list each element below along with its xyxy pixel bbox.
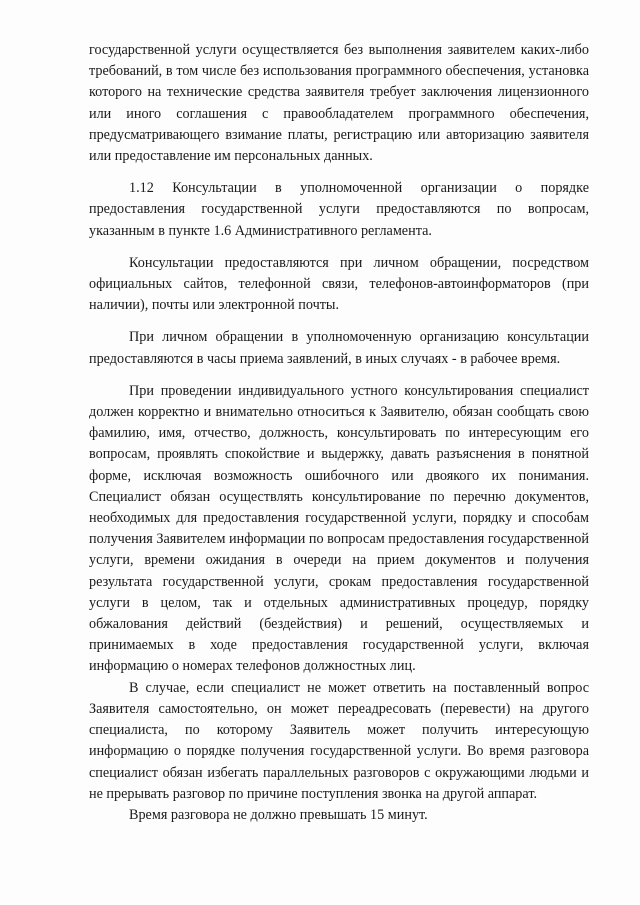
paragraph-consultation-channels: Консультации предоставляются при личном обращении, посредством официальных сайтов, телефонной связи, телефонов-автоинформаторов (при наличии), почты или электронной почты. — [89, 254, 589, 314]
paragraph-consultation-hours: При личном обращении в уполномоченную организацию консультации предоставляются в часы приема заявлений, в иных случаях - в рабочее время. — [89, 329, 589, 367]
paragraph-1-12-consultations: 1.12 Консультации в уполномоченной организации о порядке предоставления государственной услуги предоставляются по вопросам, указанным в пункте 1.6 Административного регламента. — [89, 180, 589, 239]
paragraph-oral-consultation: При проведении индивидуального устного консультирования специалист должен корректно и внимательно относиться к Заявителю, обязан сообщать свою фамилию, имя, отчество, должность, консультировать по интересующим его вопросам, проявлять спокойствие и выдержку, давать разъяснения в понятной форме, исключая возможность ошибочного или двоякого их понимания. Специалист обязан осуществлять консультирование по перечню документов, необходимых для предоставления государственной услуги, порядку и способам получения Заявителем информации по вопросам предоставления государственной услуги, времени ожидания в очереди на прием документов и получения результата государственной услуги, срокам предоставления государственной услуги в целом, так и отдельных административных процедур, порядку обжалования действий (бездействия) и решений, осуществляемых и принимаемых в ходе предоставления государственной услуги, включая информацию о номерах телефонов должностных лиц. — [89, 382, 589, 675]
paragraph-continuation: государственной услуги осуществляется без выполнения заявителем каких-либо требований, в том числе без использования программного обеспечения, установка которого на технические средства заявителя требует заключения лицензионного или иного соглашения с правообладателем программного обеспечения, предусматривающего взимание платы, регистрацию или авторизацию заявителя или предоставление им персональных данных. — [89, 42, 589, 165]
document-body — [89, 40, 589, 826]
paragraph-call-duration: Время разговора не должно превышать 15 минут. — [129, 806, 428, 823]
paragraph-call-transfer: В случае, если специалист не может ответить на поставленный вопрос Заявителя самостоятельно, он может переадресовать (перевести) на другого специалиста, по которому Заявитель может получить интересующую информацию о порядке получения государственной услуги. Во время разговора специалист обязан избегать параллельных разговоров с окружающими людьми и не прерывать разговор по причине поступления звонка на другой аппарат. — [89, 679, 589, 802]
